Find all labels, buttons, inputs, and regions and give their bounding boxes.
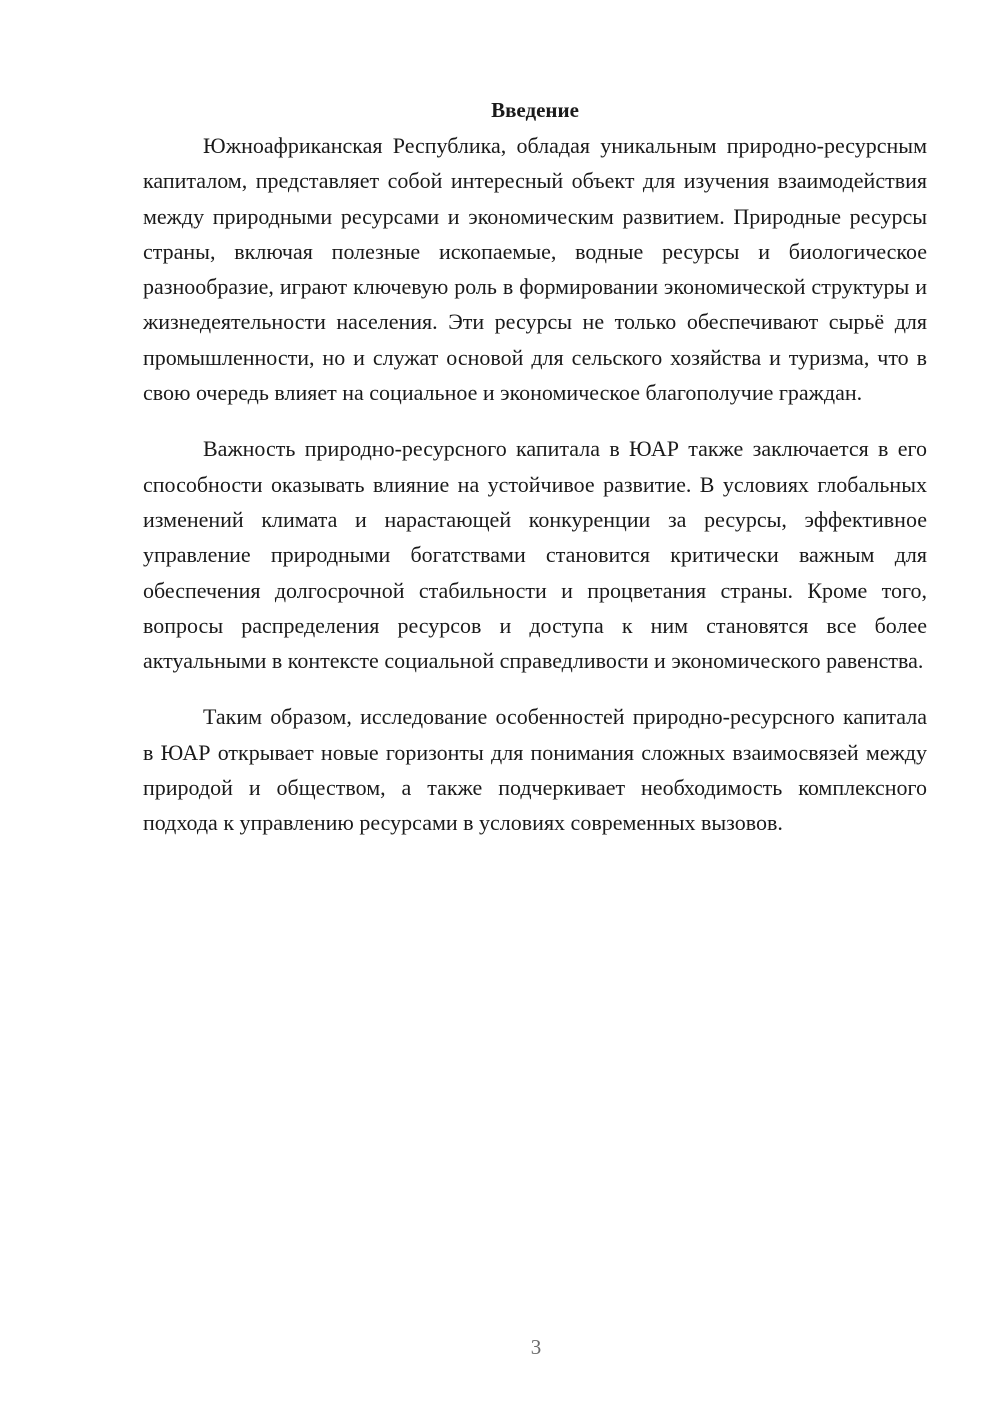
- paragraph-3: Таким образом, исследование особенностей природно-ресурсного капитала в ЮАР открывает новые горизонты для понимания сложных взаимосвязей между природой и обществом, а также подчеркивает необходимость комплексного подхода к управлению ресурсами в условиях современных вызовов.: [143, 704, 927, 836]
- paragraph-1: Южноафриканская Республика, обладая уникальным природно-ресурсным капиталом, представляет собой интересный объект для изучения взаимодействия между природными ресурсами и экономическим развитием. Природные ресурсы страны, включая полезные ископаемые, водные ресурсы и биологическое разнообразие, играют ключевую роль в формировании экономической структуры и жизнедеятельности населения. Эти ресурсы не только обеспечивают сырьё для промышленности, но и служат основой для сельского хозяйства и туризма, что в свою очередь влияет на социальное и экономическое благополучие граждан.: [143, 133, 927, 406]
- section-heading: Введение: [491, 98, 579, 122]
- paragraph-2: Важность природно-ресурсного капитала в ЮАР также заключается в его способности оказывать влияние на устойчивое развитие. В условиях глобальных изменений климата и нарастающей конкуренции за ресурсы, эффективное управление природными богатствами становится критически важным для обеспечения долгосрочной стабильности и процветания страны. Кроме того, вопросы распределения ресурсов и доступа к ним становятся все более актуальными в контексте социальной справедливости и экономического равенства.: [143, 436, 927, 674]
- page-content: [143, 93, 927, 841]
- page-number: 3: [530, 1335, 542, 1359]
